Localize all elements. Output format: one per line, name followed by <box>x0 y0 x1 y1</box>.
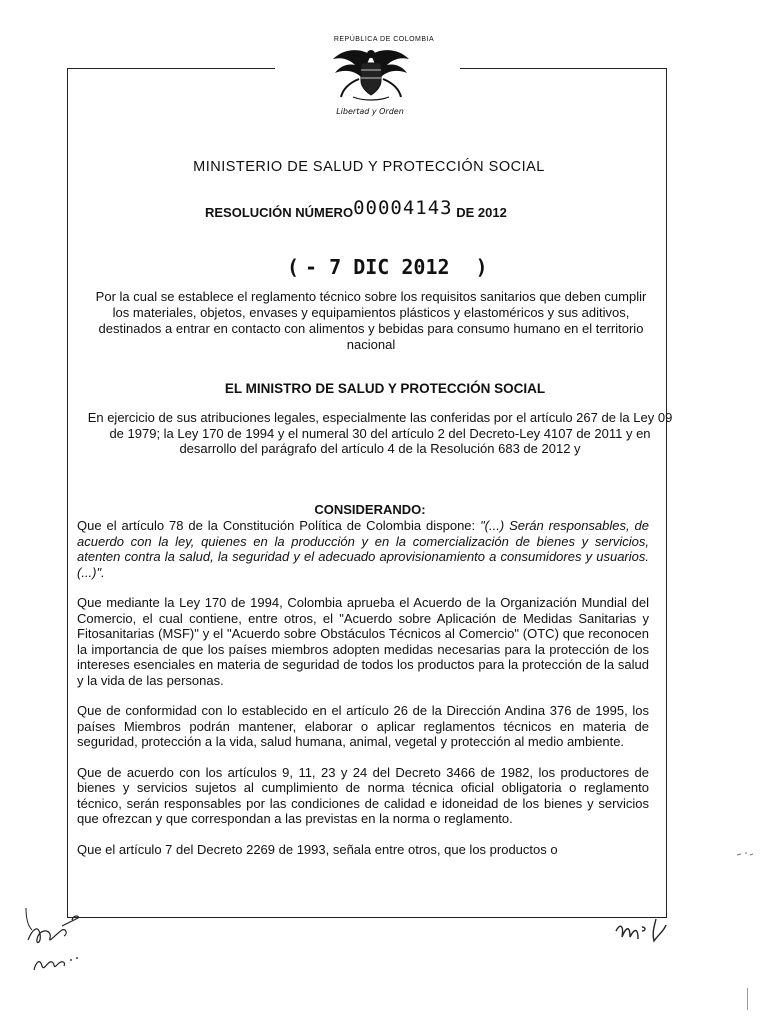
date-paren-close: ) <box>475 255 488 279</box>
minister-title: EL MINISTRO DE SALUD Y PROTECCIÓN SOCIAL <box>224 381 546 396</box>
motto: Libertad y Orden <box>336 107 404 116</box>
consideration-paragraph-4: Que de acuerdo con los artículos 9, 11, 23 y 24 del Decreto 3466 de 1982, los productores de bienes y servicios sujetos al cumplimiento de norma técnica oficial obligatoria o reglamento técnico, serán responsables por las condiciones de calidad e idoneidad de los bienes y servicios que ofrezcan y que correspondan a las previstas en la norma o reglamento. <box>77 764 649 826</box>
legal-powers: En ejercicio de sus atribuciones legales, especialmente las conferidas por el artículo 267 de la Ley 09 de 1979; la Ley 170 de 1994 y el numeral 30 del artículo 2 del Decreto-Ley 4107 de 2011 y en desarrollo del parágrafo del artículo 4 de la Resolución 683 de 2012 y <box>87 410 673 456</box>
scan-artifact <box>747 988 748 1010</box>
consideration-1-quote: "(...) Serán responsables, de acuerdo con la ley, quienes en la producción y en la comercialización de bienes y servicios, atenten contra la salud, la seguridad y el adecuado aprovisionamiento a consumidores y usuarios. (...)". <box>77 518 649 580</box>
date-paren-open: ( <box>287 255 300 279</box>
scan-mark <box>735 850 755 858</box>
handwritten-initials-right <box>612 915 670 949</box>
resolution-number: 00004143 <box>353 197 453 219</box>
colombia-coat-of-arms-icon <box>329 45 413 103</box>
consideration-paragraph-3: Que de conformidad con lo establecido en el artículo 26 de la Dirección Andina 376 de 1995, los países Miembros podrán mantener, elaborar o aplicar reglamentos técnicos en materia de seguridad, protección a la vida, salud humana, animal, vegetal y protección al medio ambiente. <box>77 703 649 749</box>
date-stamp <box>287 255 488 279</box>
consideration-paragraph-5: Que el artículo 7 del Decreto 2269 de 1993, señala entre otros, que los productos o <box>77 841 558 857</box>
resolution-subject: Por la cual se establece el reglamento técnico sobre los requisitos sanitarios que deben cumplir los materiales, objetos, envases y equipamientos plásticos y elastoméricos y sus aditivos, destinados a entrar en contacto con alimentos y bebidas para consumo humano en el territorio nacional <box>95 289 647 352</box>
consideration-paragraph-1 <box>77 518 649 580</box>
handwritten-initials-left <box>22 900 92 980</box>
consideration-paragraph-2: Que mediante la Ley 170 de 1994, Colombia aprueba el Acuerdo de la Organización Mundial del Comercio, el cual contiene, entre otros, el "Acuerdo sobre Aplicación de Medidas Sanitarias y Fitosanitarias (MSF)" y el "Acuerdo sobre Obstáculos Técnicos al Comercio" (OTC) que reconocen la importancia de que los países miembros adopten medidas necesarias para la protección de los intereses esenciales en materia de seguridad de todos los productos para la protección de la salud y la vida de las personas. <box>77 595 649 688</box>
considering-heading: CONSIDERANDO: <box>314 502 426 517</box>
consideration-1-intro: Que el artículo 78 de la Constitución Política de Colombia dispone: <box>77 518 481 533</box>
date-value: - 7 DIC 2012 <box>305 255 450 279</box>
considerations-body <box>77 518 649 872</box>
resolution-suffix: DE 2012 <box>456 205 507 220</box>
republic-name: REPÚBLICA DE COLOMBIA <box>333 36 435 43</box>
resolution-line <box>205 197 605 222</box>
ministry-name: MINISTERIO DE SALUD Y PROTECCIÓN SOCIAL <box>193 159 545 175</box>
resolution-prefix: RESOLUCIÓN NÚMERO <box>205 205 354 220</box>
